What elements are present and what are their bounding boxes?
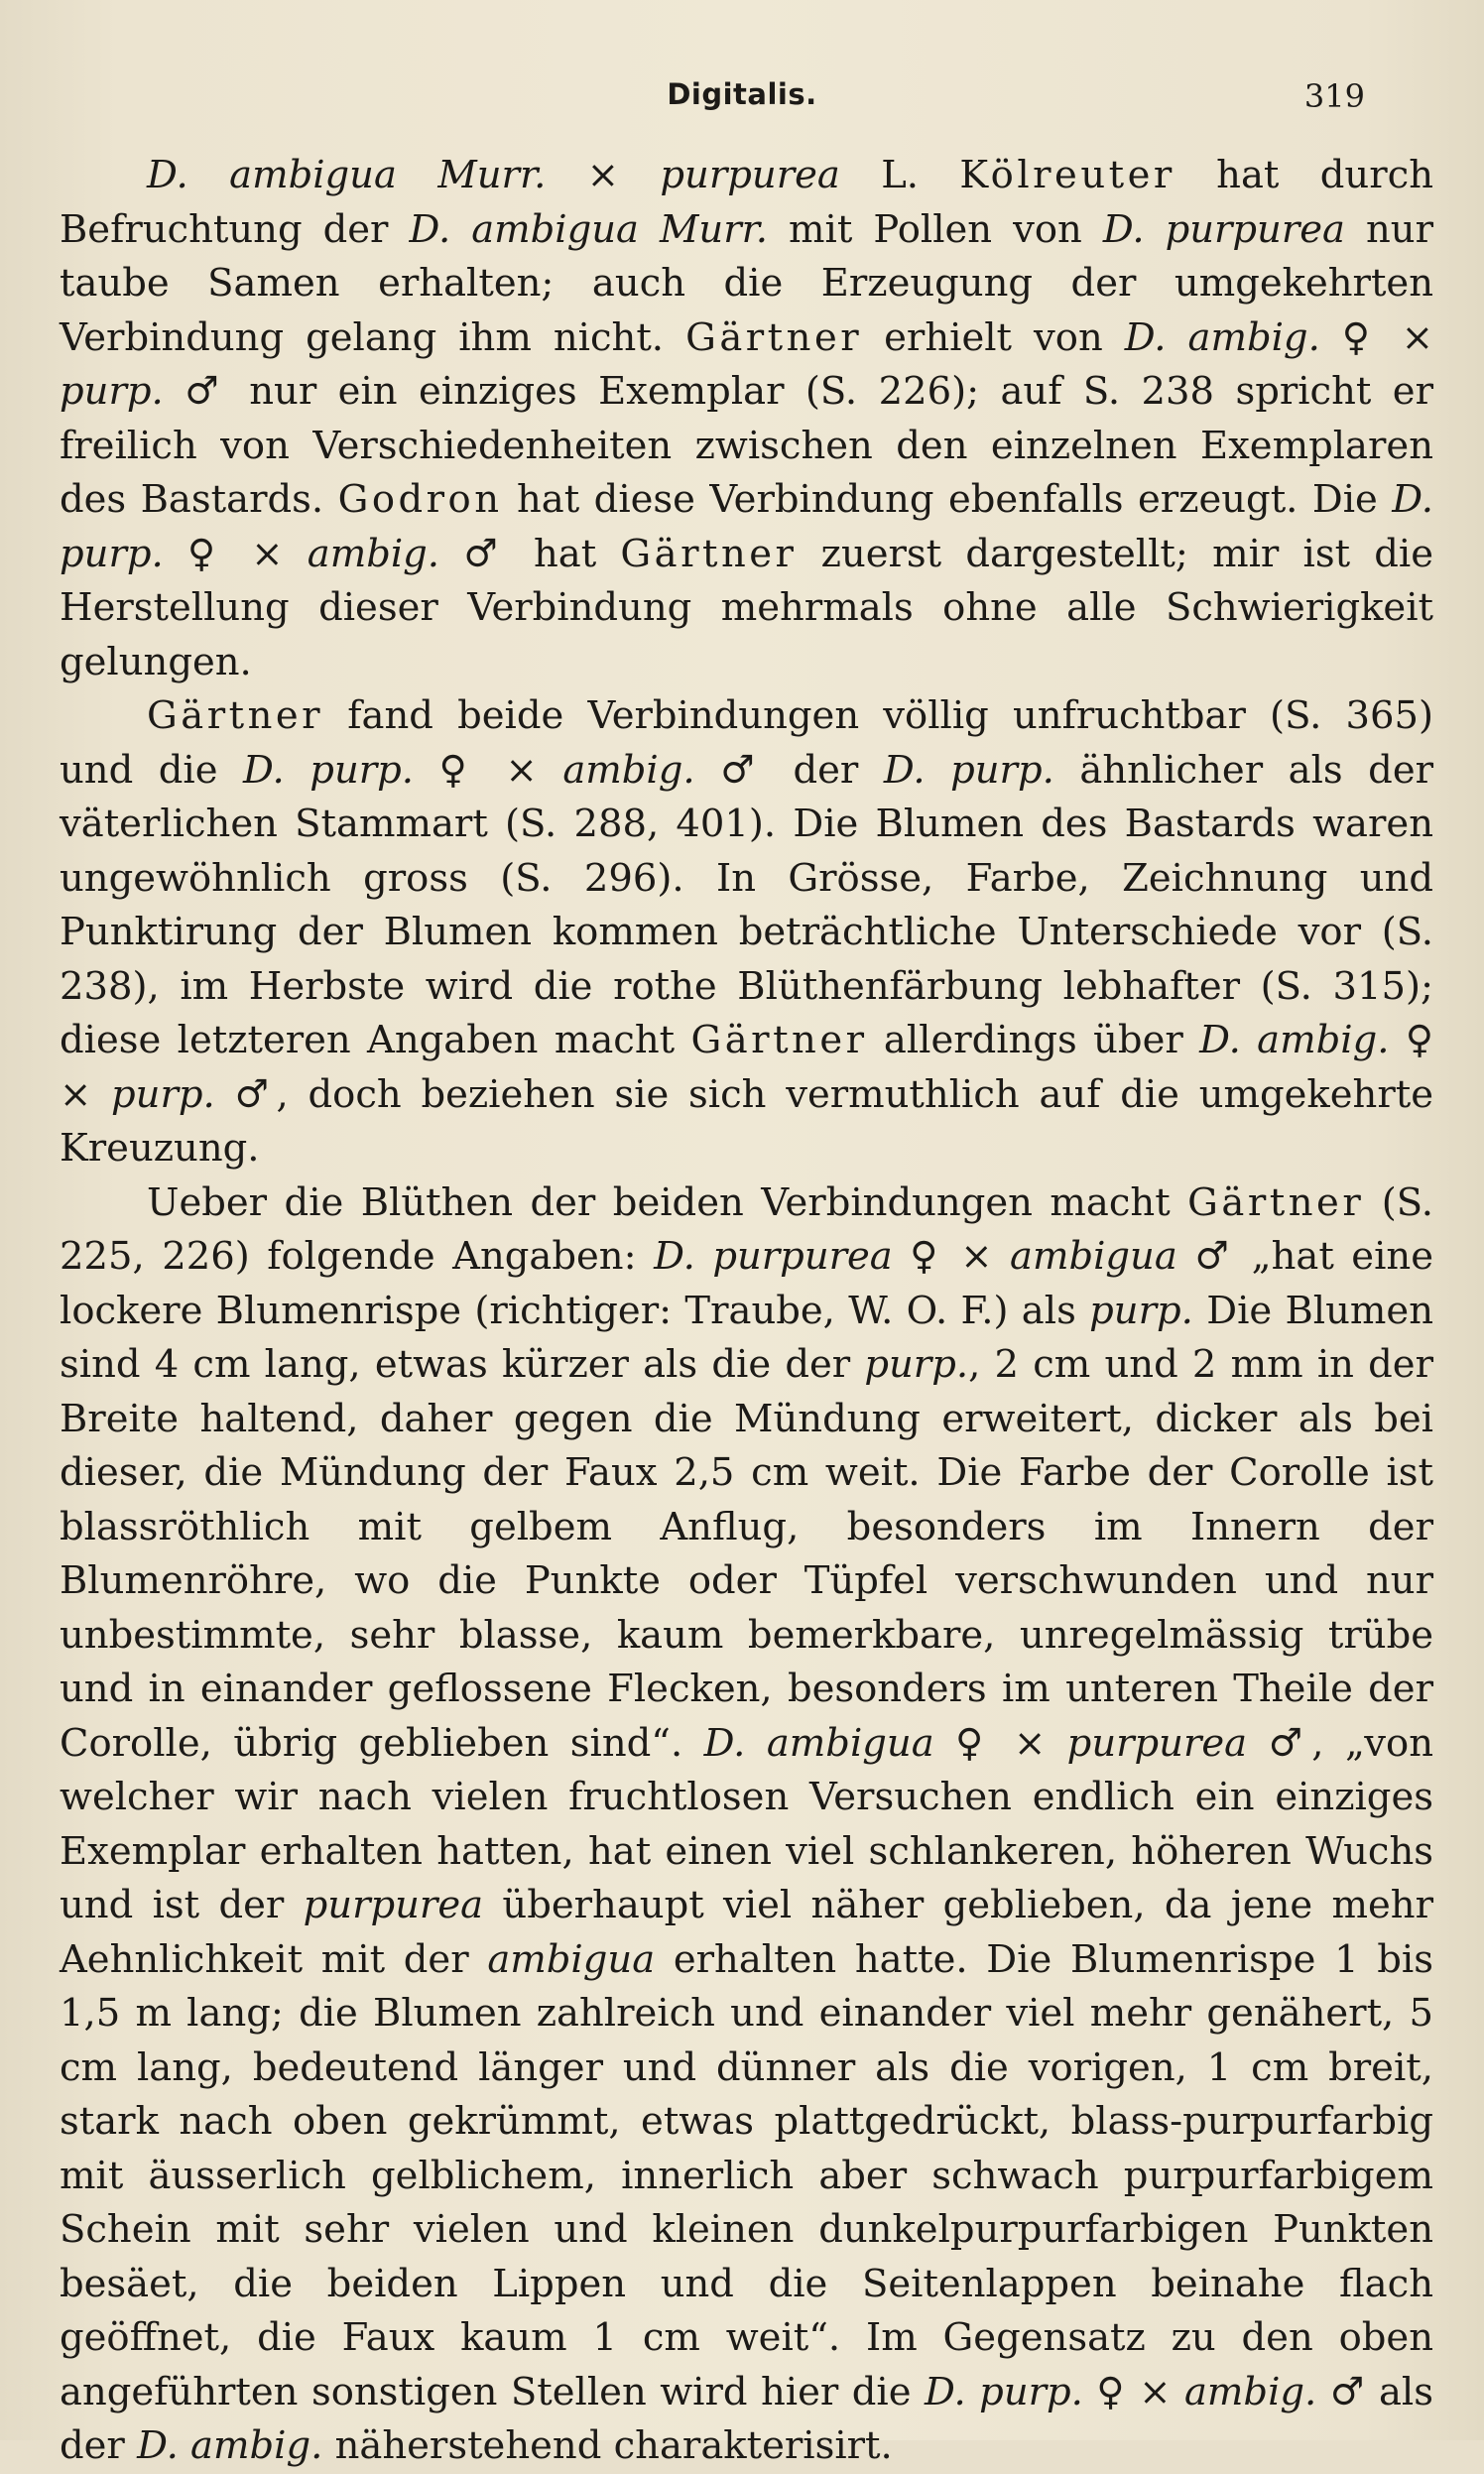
author-name: Gärtner bbox=[1187, 1179, 1365, 1225]
species-name: ambig. bbox=[307, 531, 440, 576]
text-run: ähnlicher als der väterlichen Stammart (S. 288, 401). Die Blumen des Bastards waren ungewöhnlich gross (S. 296). In Grösse, Farbe, Zeichnung und Punktirung der Blumen kommen beträchtliche Unterschiede vor (S. 238), im Herbste wird die rothe Blüthenfärbung lebhafter (S. 315); diese letzteren Angaben macht bbox=[60, 747, 1434, 1062]
species-name: D. ambig. bbox=[1124, 314, 1320, 360]
species-name: ambig. bbox=[562, 747, 695, 793]
text-run: nur taube Samen erhalten; auch die Erzeugung der umgekehrten Verbindung gelang ihm nicht. bbox=[60, 206, 1434, 360]
text-run: allerdings über bbox=[867, 1018, 1200, 1062]
paragraph bbox=[60, 689, 1433, 1176]
running-head bbox=[60, 77, 1424, 117]
species-name: purpurea bbox=[303, 1883, 484, 1927]
species-name: ambigua bbox=[487, 1936, 656, 1982]
text-run: hat durch Befruchtung der bbox=[60, 153, 1433, 252]
text-run: ♀ × bbox=[933, 1720, 1067, 1766]
species-name: D. purpurea bbox=[654, 1234, 893, 1279]
species-name: purpurea bbox=[1066, 1720, 1248, 1766]
author-name: Gärtner bbox=[690, 1018, 868, 1062]
text-run: hat diese Verbindung ebenfalls erzeugt. Die bbox=[502, 477, 1393, 522]
species-name: D. ambigua bbox=[703, 1720, 934, 1766]
text-run: ♀ × bbox=[414, 747, 563, 793]
species-name: D. purpurea bbox=[1102, 206, 1345, 252]
species-name: purpurea bbox=[660, 153, 840, 197]
author-name: Kölreuter bbox=[959, 153, 1175, 197]
text-run: ♀ × bbox=[1319, 314, 1433, 360]
text-run: erhielt von bbox=[862, 314, 1125, 360]
species-name: D. ambig. bbox=[1199, 1018, 1390, 1062]
text-run: ♂, doch beziehen sie sich vermuthlich auf die umgekehrte Kreuzung. bbox=[60, 1071, 1433, 1171]
text-run: Ueber die Blüthen der beiden Verbindungen macht bbox=[147, 1179, 1188, 1225]
text-run: × bbox=[546, 153, 661, 197]
author-name: Godron bbox=[337, 477, 503, 522]
text-run: Die Blumen sind 4 cm lang, etwas kürzer als die der bbox=[60, 1288, 1433, 1387]
paragraph bbox=[60, 1176, 1433, 2474]
species-name: D. ambigua Murr. bbox=[147, 153, 547, 197]
text-run: ♀ × bbox=[1082, 2369, 1184, 2414]
text-run: ♀ × bbox=[60, 1018, 1433, 1117]
text-run: , 2 cm und 2 mm in der Breite haltend, daher gegen die Mündung erweitert, dicker als bei dieser, die Mündung der Faux 2,5 cm weit. Die Farbe der Corolle ist blassröthlich mit gelbem Anflug, besonders im Innern der Blumenröhre, wo die Punkte oder Tüpfel verschwunden und nur unbestimmte, sehr blasse, kaum bemerkbare, unregelmässig trübe und in einander geflossene Flecken, besonders im unteren Theile der Corolle, übrig geblieben sind“. bbox=[60, 1342, 1433, 1766]
species-name: D. purp. bbox=[243, 747, 415, 793]
author-name: Gärtner bbox=[685, 314, 863, 360]
text-run: näherstehend charakterisirt. bbox=[322, 2423, 893, 2468]
text-run: ♂ „hat eine lockere Blumenrispe (richtiger: Traube, W. O. F.) als bbox=[60, 1234, 1433, 1333]
species-name: D. purp. bbox=[883, 747, 1054, 793]
text-run: ♂ hat bbox=[439, 531, 621, 576]
species-name: purp. bbox=[1089, 1288, 1193, 1333]
text-run: fand beide Verbindungen völlig unfruchtbar (S. 365) und die bbox=[60, 693, 1433, 793]
text-run: mit Pollen von bbox=[768, 206, 1103, 252]
text-run: ♂ als der bbox=[60, 2369, 1433, 2468]
text-run: zuerst dargestellt; mir ist die Herstellung dieser Verbindung mehrmals ohne alle Schwierigkeit gelungen. bbox=[60, 531, 1434, 684]
text-run: ♂ nur ein einziges Exemplar (S. 226); auf S. 238 spricht er freilich von Verschiedenheiten zwischen den einzelnen Exemplaren des Bastards. bbox=[60, 369, 1433, 522]
text-run: ♂ der bbox=[694, 747, 884, 793]
text-run: überhaupt viel näher geblieben, da jene mehr Aehnlichkeit mit der bbox=[60, 1883, 1433, 1982]
species-name: purp. bbox=[60, 369, 164, 414]
species-name: ambig. bbox=[1183, 2369, 1317, 2414]
species-name: D. ambigua Murr. bbox=[409, 206, 769, 252]
species-name: purp. bbox=[111, 1071, 215, 1117]
author-name: Gärtner bbox=[620, 531, 798, 576]
text-run: ♀ × bbox=[892, 1234, 1010, 1279]
species-name: ambigua bbox=[1009, 1234, 1177, 1279]
running-title: Digitalis. bbox=[667, 77, 817, 111]
author-name: Gärtner bbox=[147, 693, 324, 738]
species-name: purp. bbox=[864, 1342, 969, 1387]
species-name: D. purp. bbox=[60, 477, 1434, 576]
species-name: D. purp. bbox=[924, 2369, 1083, 2414]
body-text bbox=[60, 149, 1433, 2474]
species-name: D. ambig. bbox=[137, 2423, 323, 2468]
text-run: (S. 225, 226) folgende Angaben: bbox=[60, 1179, 1433, 1279]
text-run: L. bbox=[839, 153, 960, 197]
text-run: erhalten hatte. Die Blumenrispe 1 bis 1,5 m lang; die Blumen zahlreich und einander viel mehr genähert, 5 cm lang, bedeutend länger und dünner als die vorigen, 1 cm breit, stark nach oben gekrümmt, etwas plattgedrückt, blass-purpurfarbig mit äusserlich gelblichem, innerlich aber schwach purpurfarbigem Schein mit sehr vielen und kleinen dunkelpurpurfarbigen Punkten besäet, die beiden Lippen und die Seitenlappen beinahe flach geöffnet, die Faux kaum 1 cm weit“. Im Gegensatz zu den oben angeführten sonstigen Stellen wird hier die bbox=[60, 1936, 1434, 2414]
page-number: 319 bbox=[1303, 77, 1365, 115]
text-run: ♀ × bbox=[163, 531, 308, 576]
text-run: ♂, „von welcher wir nach vielen fruchtlosen Versuchen endlich ein einziges Exemplar erhalten hatten, hat einen viel schlankeren, höheren Wuchs und ist der bbox=[60, 1720, 1433, 1927]
paragraph bbox=[60, 149, 1433, 689]
